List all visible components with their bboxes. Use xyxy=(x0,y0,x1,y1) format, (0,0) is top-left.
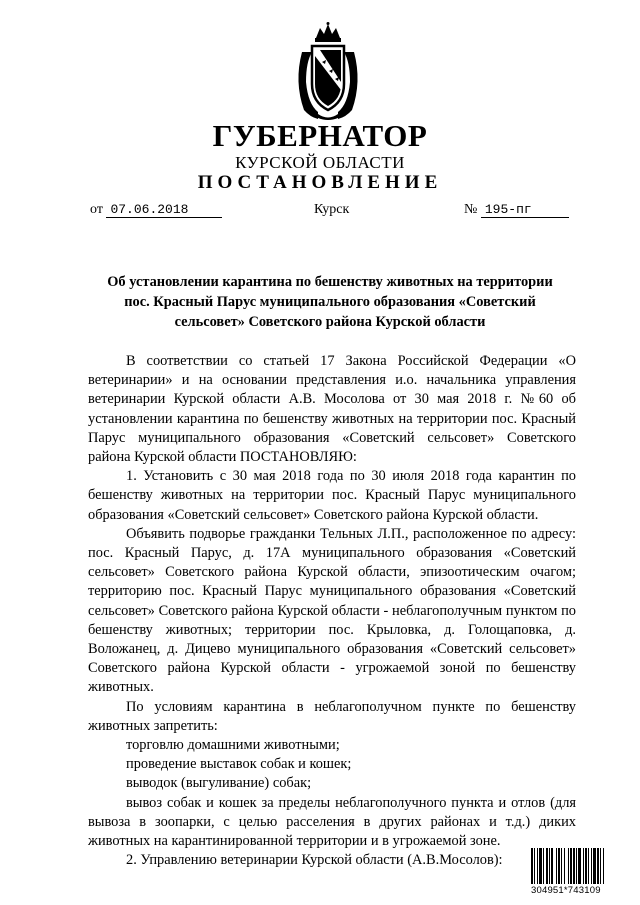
number-value: 195-пг xyxy=(481,202,569,218)
document-body xyxy=(88,352,576,870)
document-subject: Об установлении карантина по бешенству животных на территории пос. Красный Парус муниципального образования «Советский сельсовет» Советского района Курской области xyxy=(107,274,553,330)
number-prefix: № xyxy=(464,202,478,217)
document-type: ПОСТАНОВЛЕНИЕ xyxy=(197,172,443,193)
date-value: 07.06.2018 xyxy=(106,202,222,218)
clause-1-paragraph: 1. Установить с 30 мая 2018 года по 30 июля 2018 года карантин по бешенству животных на территории пос. Красный Парус муниципального образования «Советский сельсовет» Советского района Курской области. xyxy=(88,468,576,523)
restriction-item: проведение выставок собак и кошек; xyxy=(126,756,352,773)
barcode-stripe xyxy=(604,848,605,884)
preamble-paragraph: В соответствии со статьей 17 Закона Российской Федерации «О ветеринарии» и на основании представления и.о. начальника управления ветеринарии Курской области А.В. Мосолова от 30 мая 2018 г. №60 об установлении карантина по бешенству животных на территории пос. Красный Парус муниципального образования «Советский сельсовет» Советского района Курской области ПОСТАНОВЛЯЮ: xyxy=(88,353,576,466)
document-date xyxy=(90,202,222,218)
restriction-item: торговлю домашними животными; xyxy=(126,737,340,754)
coat-of-arms-icon xyxy=(288,22,368,122)
date-prefix: от xyxy=(90,202,103,217)
restrictions-intro: По условиям карантина в неблагополучном пункте по бешенству животных запретить: xyxy=(88,698,576,734)
clause-2-paragraph: 2. Управлению ветеринарии Курской области (А.В.Мосолов): xyxy=(126,852,503,869)
outbreak-paragraph: Объявить подворье гражданки Тельных Л.П., расположенное по адресу: пос. Красный Парус, д. 17А муниципального образования «Советский сельсовет» Советского района Курской области, эпизоотическим очагом; территорию пос. Красный Парус муниципального образования «Советский сельсовет» Советского района Курской области - неблагополучным пунктом по бешенству животных; территории пос. Крыловка, д. Голощаповка, д. Воложанец, д. Дицево муниципального образования «Советский сельсовет» Советского района Курской области - угрожаемой зоной по бешенству животных. xyxy=(88,525,576,696)
restriction-item: вывоз собак и кошек за пределы неблагополучного пункта и отлов (для вывоза в зоопарки, с целью расселения в других районах и т.д.) диких животных на карантинированной территории и в угрожаемой зоне. xyxy=(88,794,576,850)
barcode xyxy=(531,848,631,898)
barcode-number: 304951*743109 xyxy=(531,885,601,896)
governor-title: ГУБЕРНАТОР xyxy=(212,118,428,153)
region-title: КУРСКОЙ ОБЛАСТИ xyxy=(235,153,405,172)
restriction-item: выводок (выгуливание) собак; xyxy=(126,775,312,792)
document-number xyxy=(464,202,569,218)
barcode-bars xyxy=(531,848,631,884)
document-city: Курск xyxy=(314,202,350,217)
